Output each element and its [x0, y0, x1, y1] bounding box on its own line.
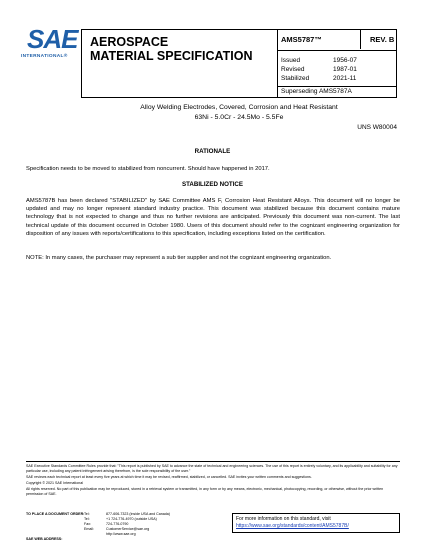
rationale-heading: RATIONALE [194, 148, 231, 155]
more-info-box: For more information on this standard, visit https://www.sae.org/standards/content/AMS5787B/ [232, 513, 400, 533]
revision-label: REV. B [370, 35, 395, 44]
footer-notices: SAE Executive Standards Committee Rules provide that: "This report is published by SAE to advance the state of technical and engineering sciences. The use of this report is entirely voluntary, and its applicability and suitability for any particular use, including any patent infringement arising therefrom, is the sole responsibility of the user." SAE reviews each technical report at least every five years at which time it may be revised, reaffirmed, stabilized, or cancelled. SAE invites your written comments and suggestions. Copyright © 2021 SAE International All rights reserved. No part of this publication may be reproduced, stored in a retrieval system or transmitted, in any form or by any means, electronic, mechanical, photocopying, recording, or otherwise, without the prior written permission of SAE. [26, 464, 398, 496]
rationale-text: Specification needs to be moved to stabilized from noncurrent. Should have happened in 2017. [26, 166, 270, 172]
stabilized-notice-text: AMS5787B has been declared "STABILIZED" by SAE Committee AMS F, Corrosion Heat Resistant Alloys. This document will no longer be updated and may no longer represent standard industry practice. This document was stabilized because this document contains mature technology that is not expected to change and thus no further revisions are anticipated. Previously this document was non-current. The last technical update of this document occurred in October 1980. Users of this document should refer to the cognizant engineering organization for disposition of any issues with reports/certifications to this specification, including exceptions listed on the certification. [26, 198, 400, 237]
sae-logo: SAE [27, 24, 78, 54]
order-contact-labels: Tel: Tel: Fax: Email: [84, 512, 94, 531]
superseding-note: Superseding AMS5787A [281, 88, 352, 95]
web-link[interactable]: http://www.sae.org [106, 532, 136, 536]
standard-link[interactable]: https://www.sae.org/standards/content/AMS5787B/ [236, 523, 349, 529]
order-info: TO PLACE A DOCUMENT ORDER: [26, 512, 85, 516]
order-contact-values: 877-606-7323 (inside USA and Canada) +1 724-776-4970 (outside USA) 724-776-0790 CustomerService@sae.org http://www.sae.org [106, 512, 170, 536]
dates-values: 1956-07 1987-01 2021-11 [333, 57, 357, 82]
header-divider [277, 50, 396, 51]
stabilized-notice-heading: STABILIZED NOTICE [181, 181, 244, 188]
footer-rule [26, 461, 400, 462]
subject-title: Alloy Welding Electrodes, Covered, Corrosion and Heat Resistant 63Ni - 5.0Cr - 24.5Mo - 5.5Fe [140, 104, 338, 121]
purchaser-note: NOTE: In many cases, the purchaser may represent a sub tier supplier and not the cognizant engineering organization. [26, 255, 332, 261]
web-address-label: SAE WEB ADDRESS: [26, 537, 63, 541]
sae-logo-subtitle: INTERNATIONAL® [21, 54, 68, 59]
document-type-title: AEROSPACE MATERIAL SPECIFICATION [90, 35, 253, 63]
header-divider [360, 30, 361, 49]
email-link[interactable]: CustomerService@sae.org [106, 527, 150, 531]
document-number: AMS5787™ [281, 35, 322, 44]
uns-designation: UNS W80004 [357, 124, 397, 131]
dates-labels: Issued Revised Stabilized [281, 57, 310, 82]
